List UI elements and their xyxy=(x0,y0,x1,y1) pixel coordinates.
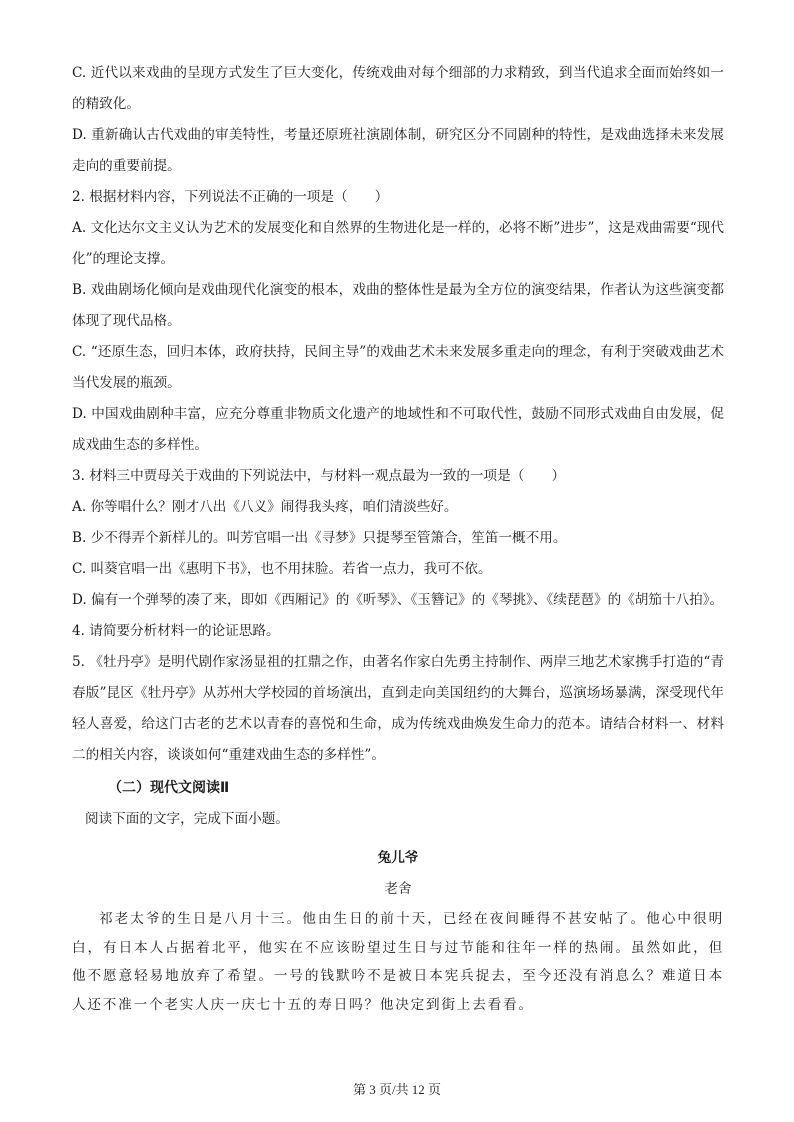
option-1d: D. 重新确认古代戏曲的审美特性，考量还原班社演剧体制，研究区分不同剧种的特性，是戏曲选择未来发展走向的重要前提。 xyxy=(72,127,724,174)
question-4: 4. 请简要分析材料一的论证思路。 xyxy=(72,623,280,639)
option-2b: B. 戏曲剧场化倾向是戏曲现代化演变的根本，戏曲的整体性是最为全方位的演变结果，作者认为这些演变都体现了现代品格。 xyxy=(72,282,724,329)
story-title: 兔儿爷 xyxy=(377,850,419,866)
page-footer: 第 3 页/共 12 页 xyxy=(352,1082,442,1097)
story-body: 祁老太爷的生日是八月十三。他由生日的前十天，已经在夜间睡得不甚安帖了。他心中很明白，有日本人占据着北平，他实在不应该盼望过生日与过节能和往年一样的热闹。虽然如此，但他不愿意轻易地放弃了希望。一号的钱默吟不是被日本宪兵捉去，至今还没有消息么？难道日本人还不准一个老实人庆一庆七十五的寿日吗？他决定到街上去看看。 xyxy=(72,911,724,1013)
question-2: 2. 根据材料内容，下列说法不正确的一项是（ ） xyxy=(72,189,389,205)
page-content xyxy=(72,58,724,1019)
question-3: 3. 材料三中贾母关于戏曲的下列说法中，与材料一观点最为一致的一项是（ ） xyxy=(72,468,566,484)
option-3b: B. 少不得弄个新样儿的。叫芳官唱一出《寻梦》只提琴至管箫合，笙笛一概不用。 xyxy=(72,530,567,546)
story-author: 老舍 xyxy=(384,881,412,897)
option-2c: C. “还原生态，回归本体，政府扶持，民间主导”的戏曲艺术未来发展多重走向的理念，有利于突破戏曲艺术当代发展的瓶颈。 xyxy=(72,344,724,391)
option-2d: D. 中国戏曲剧种丰富，应充分尊重非物质文化遗产的地域性和不可取代性，鼓励不同形式戏曲自由发展，促成戏曲生态的多样性。 xyxy=(72,406,724,453)
section-instruction: 阅读下面的文字，完成下面小题。 xyxy=(85,811,289,827)
section-title: （二）现代文阅读Ⅱ xyxy=(108,780,230,796)
question-5: 5. 《牡丹亭》是明代剧作家汤显祖的扛鼎之作，由著名作家白先勇主持制作、两岸三地艺术家携手打造的“青春版”昆区《牡丹亭》从苏州大学校园的首场演出，直到走向美国纽约的大舞台，巡演场场暴满，深受现代年轻人喜爱，给这门古老的艺术以青春的喜悦和生命，成为传统戏曲焕发生命力的范本。请结合材料一、材料二的相关内容，谈谈如何“重建戏曲生态的多样性”。 xyxy=(72,654,724,763)
option-3c: C. 叫葵官唱一出《惠明下书》，也不用抹脸。若省一点力，我可不依。 xyxy=(72,561,492,577)
option-1c: C. 近代以来戏曲的呈现方式发生了巨大变化，传统戏曲对每个细部的力求精致，到当代追求全面而始终如一的精致化。 xyxy=(72,65,724,112)
option-2a: A. 文化达尔文主义认为艺术的发展变化和自然界的生物进化是一样的，必将不断”进步”，这是戏曲需要“现代化”的理论支撑。 xyxy=(72,220,724,267)
option-3d: D. 偏有一个弹琴的凑了来，即如《西厢记》的《听琴》、《玉簪记》的《琴挑》、《续琵琶》的《胡笳十八拍》。 xyxy=(72,592,724,608)
option-3a: A. 你等唱什么？刚才八出《八义》闹得我头疼，咱们清淡些好。 xyxy=(72,499,458,515)
